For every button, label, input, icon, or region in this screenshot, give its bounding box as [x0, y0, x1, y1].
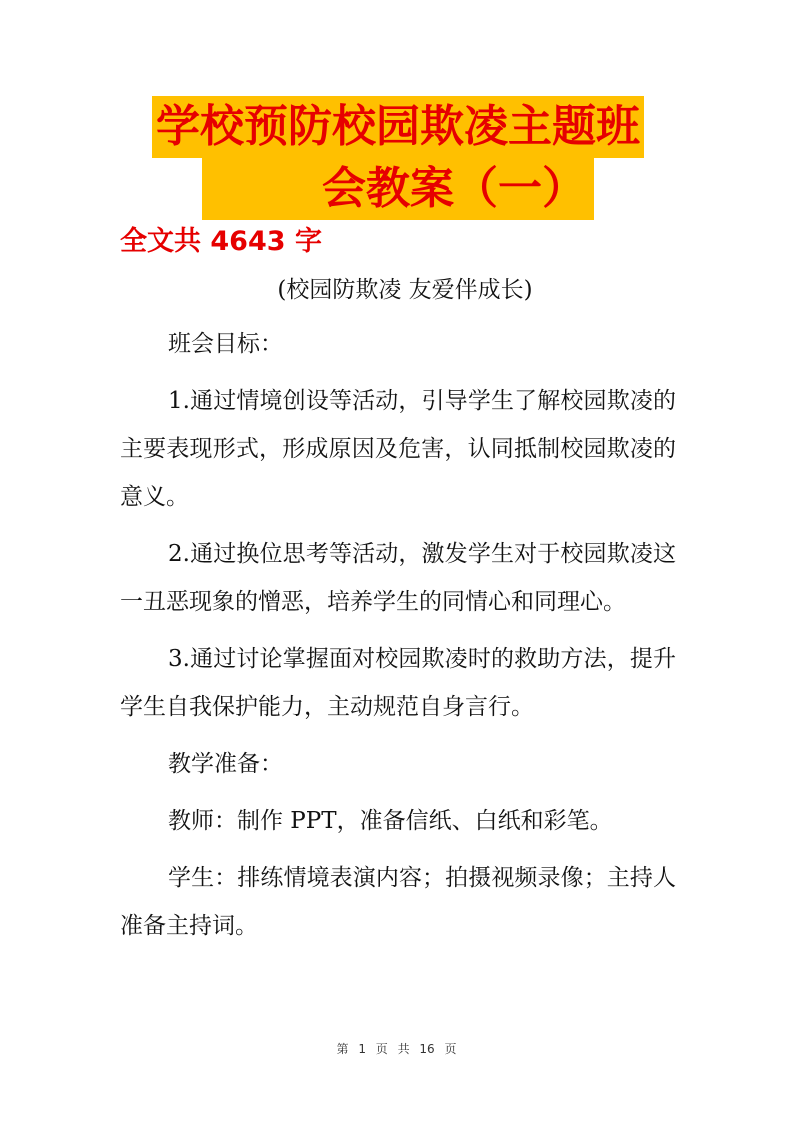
- title-line-1: 学校预防校园欺凌主题班: [152, 96, 644, 158]
- paragraph-teacher-preparation: 教师：制作 PPT，准备信纸、白纸和彩笔。: [168, 808, 613, 834]
- paragraph-goal-2: 2.通过换位思考等活动，激发学生对于校园欺凌这一丑恶现象的憎恶，培养学生的同情心和同理心。: [120, 541, 676, 615]
- body-text: [120, 266, 676, 959]
- paragraph-goals-heading: 班会目标：: [168, 331, 283, 357]
- paragraph-goal-3: 3.通过讨论掌握面对校园欺凌时的救助方法，提升学生自我保护能力，主动规范自身言行。: [120, 646, 676, 720]
- title-line-2: 会教案（一）: [202, 158, 594, 220]
- word-count: 全文共 4643 字: [120, 226, 322, 257]
- page-footer: 第 1 页 共 16 页: [336, 1042, 457, 1056]
- paragraph-goal-1: 1.通过情境创设等活动，引导学生了解校园欺凌的主要表现形式，形成原因及危害，认同抵制校园欺凌的意义。: [120, 388, 676, 510]
- paragraph-preparation-heading: 教学准备：: [168, 751, 283, 777]
- subtitle: (校园防欺凌 友爱伴成长): [277, 277, 533, 303]
- paragraph-student-preparation: 学生：排练情境表演内容；拍摄视频录像；主持人准备主持词。: [120, 865, 676, 939]
- title-block: [124, 96, 672, 220]
